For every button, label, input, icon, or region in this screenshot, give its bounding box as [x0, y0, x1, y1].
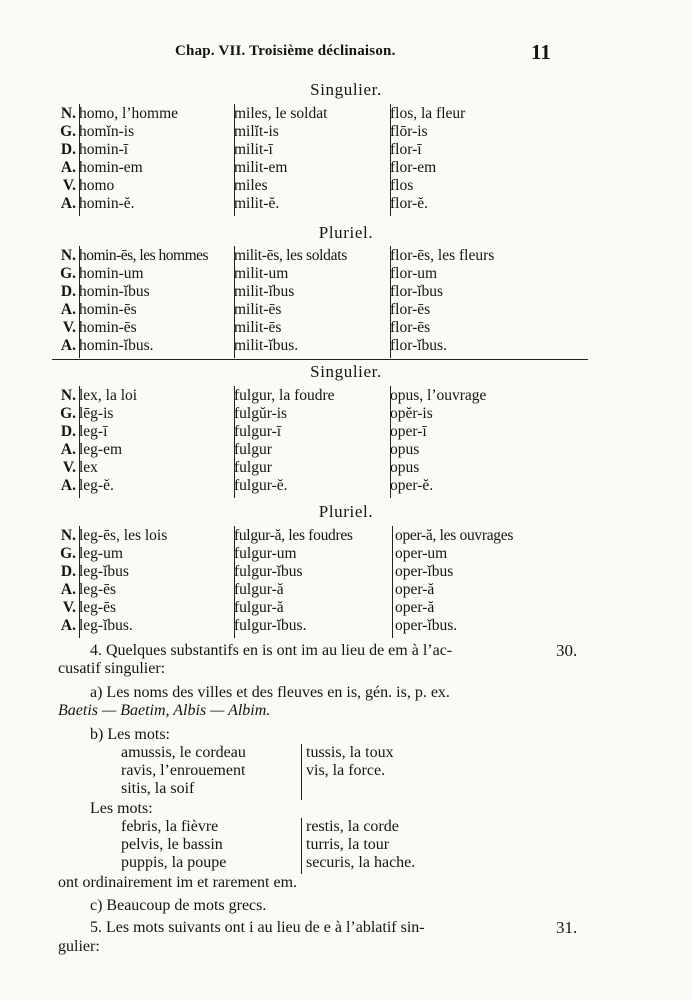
block-heading: Singulier.: [310, 80, 382, 99]
form-homo: homin-ĭbus: [79, 283, 150, 300]
case-label: G.: [60, 405, 76, 422]
page-number: 11: [531, 40, 551, 64]
form-opus: opus: [390, 441, 420, 458]
form-flos: flor-ĭbus: [390, 283, 444, 300]
form-miles: milit-ēs, les soldats: [234, 247, 347, 264]
word-list-item: amussis, le cordeau: [121, 744, 246, 761]
case-label: N.: [60, 387, 76, 404]
form-opus: oper-ĭbus.: [395, 617, 458, 634]
word-list-item: restis, la corde: [306, 818, 399, 835]
word-list-item: vis, la force.: [306, 762, 386, 779]
case-label: N.: [60, 105, 76, 122]
form-lex: leg-ēs, les lois: [79, 527, 168, 544]
declension-row: [0, 283, 692, 301]
form-lex: lex, la loi: [79, 387, 138, 404]
form-fulgur: fulgur-ĭbus.: [234, 617, 307, 634]
form-lex: leg-ĭbus: [79, 563, 129, 580]
form-homo: homin-ēs: [79, 319, 137, 336]
form-homo: homin-ī: [79, 141, 129, 158]
declension-row: [0, 563, 692, 581]
declension-row: [0, 123, 692, 141]
form-fulgur: fulgur-ă: [234, 599, 284, 616]
form-fulgur: fulgur-ĭbus: [234, 563, 303, 580]
case-label: N.: [60, 527, 76, 544]
form-lex: leg-ī: [79, 423, 108, 440]
case-label: A.: [60, 195, 76, 212]
case-label: G.: [60, 123, 76, 140]
case-label: A.: [60, 617, 76, 634]
form-miles: milit-ĭbus: [234, 283, 295, 300]
case-label: A.: [60, 441, 76, 458]
case-label: A.: [60, 159, 76, 176]
form-homo: homin-ĕ.: [79, 195, 135, 212]
form-miles: milit-ēs: [234, 319, 282, 336]
declension-row: [0, 423, 692, 441]
form-homo: homin-ēs, les hommes: [79, 247, 209, 264]
form-homo: homĭn-is: [79, 123, 135, 140]
form-homo: homin-ĭbus.: [79, 337, 154, 354]
item-c-line: c) Beaucoup de mots grecs.: [90, 897, 267, 914]
case-label: V.: [62, 177, 76, 194]
case-label: D.: [60, 423, 76, 440]
form-flos: flos: [390, 177, 414, 194]
declension-row: [0, 265, 692, 283]
declension-row: [0, 301, 692, 319]
form-miles: milit-um: [234, 265, 289, 282]
form-homo: homin-ēs: [79, 301, 137, 318]
form-fulgur: fulgŭr-is: [234, 405, 288, 422]
declension-row: [0, 387, 692, 405]
form-opus: oper-ă, les ouvrages: [395, 527, 514, 544]
declension-row: [0, 141, 692, 159]
item-a-line-1: a) Les noms des villes et des fleuves en is, gén. is, p. ex.: [90, 684, 450, 701]
column-rule: [301, 818, 302, 874]
block-heading: Pluriel.: [318, 502, 374, 521]
form-lex: leg-em: [79, 441, 123, 458]
form-fulgur: fulgur-ĕ.: [234, 477, 288, 494]
word-list-item: febris, la fièvre: [121, 818, 219, 835]
word-list-item: tussis, la toux: [306, 744, 394, 761]
declension-row: [0, 247, 692, 265]
form-fulgur: fulgur, la foudre: [234, 387, 335, 404]
declension-row: [0, 477, 692, 495]
word-list-item: ravis, l’enrouement: [121, 762, 246, 779]
form-lex: lēg-is: [79, 405, 114, 422]
paragraph-5-line-1: 5. Les mots suivants ont i au lieu de e à l’ablatif sin-: [90, 919, 425, 936]
form-miles: milĭt-is: [234, 123, 279, 140]
form-miles: miles, le soldat: [234, 105, 328, 122]
declension-row: [0, 159, 692, 177]
form-lex: leg-ēs: [79, 599, 117, 616]
form-flos: flor-ēs, les fleurs: [390, 247, 495, 264]
declension-row: [0, 337, 692, 355]
margin-number-30: 30.: [556, 641, 578, 660]
declension-row: [0, 105, 692, 123]
item-b-intro: b) Les mots:: [90, 726, 170, 743]
form-fulgur: fulgur: [234, 459, 272, 476]
declension-row: [0, 599, 692, 617]
running-header: Chap. VII. Troisième déclinaison.: [175, 43, 396, 59]
declension-row: [0, 319, 692, 337]
form-fulgur: fulgur-ī: [234, 423, 282, 440]
block-heading: Pluriel.: [318, 223, 374, 242]
word-list-item: sitis, la soif: [121, 780, 195, 797]
form-fulgur: fulgur-um: [234, 545, 297, 562]
case-label: V.: [62, 599, 76, 616]
form-flos: flor-ēs: [390, 319, 431, 336]
declension-row: [0, 459, 692, 477]
paragraph-4-line-2: cusatif singulier:: [58, 660, 166, 677]
form-opus: oper-ī: [390, 423, 427, 440]
form-fulgur: fulgur: [234, 441, 272, 458]
form-flos: flor-em: [390, 159, 437, 176]
declension-row: [0, 617, 692, 635]
declension-row: [0, 441, 692, 459]
item-b-conclusion: ont ordinairement im et rarement em.: [58, 874, 298, 891]
case-label: D.: [60, 563, 76, 580]
form-lex: leg-ĭbus.: [79, 617, 133, 634]
declension-row: [0, 545, 692, 563]
form-homo: homo: [79, 177, 115, 194]
form-flos: flor-ēs: [390, 301, 431, 318]
form-opus: oper-ă: [395, 599, 435, 616]
word-list-item: turris, la tour: [306, 836, 390, 853]
case-label: A.: [60, 477, 76, 494]
form-opus: oper-um: [395, 545, 448, 562]
case-label: A.: [60, 301, 76, 318]
declension-row: [0, 405, 692, 423]
case-label: N.: [60, 247, 76, 264]
form-flos: flōr-is: [390, 123, 428, 140]
item-a-line-2: Baetis — Baetim, Albis — Albim.: [58, 702, 271, 719]
declension-row: [0, 195, 692, 213]
item-c-intro: Les mots:: [90, 800, 153, 817]
form-opus: oper-ă: [395, 581, 435, 598]
case-label: V.: [62, 319, 76, 336]
form-opus: oper-ĕ.: [390, 477, 434, 494]
form-miles: miles: [234, 177, 268, 194]
form-miles: milit-ēs: [234, 301, 282, 318]
form-lex: leg-ēs: [79, 581, 117, 598]
form-miles: milit-ī: [234, 141, 273, 158]
form-fulgur: fulgur-ă: [234, 581, 284, 598]
case-label: D.: [60, 141, 76, 158]
column-rule: [301, 744, 302, 800]
declension-row: [0, 581, 692, 599]
form-opus: opus: [390, 459, 420, 476]
case-label: A.: [60, 337, 76, 354]
form-homo: homo, l’homme: [79, 105, 179, 122]
word-list-item: puppis, la poupe: [121, 854, 227, 871]
declension-row: [0, 527, 692, 545]
form-homo: homin-em: [79, 159, 143, 176]
form-miles: milit-ĕ.: [234, 195, 280, 212]
form-flos: flor-um: [390, 265, 438, 282]
section-divider: [52, 359, 588, 360]
block-heading: Singulier.: [310, 362, 382, 381]
form-miles: milit-ĭbus.: [234, 337, 299, 354]
word-list-item: securis, la hache.: [306, 854, 416, 871]
form-opus: opus, l’ouvrage: [390, 387, 487, 404]
form-opus: opĕr-is: [390, 405, 433, 422]
case-label: D.: [60, 283, 76, 300]
form-lex: leg-ĕ.: [79, 477, 114, 494]
word-list-item: pelvis, le bassin: [121, 836, 223, 853]
form-flos: flos, la fleur: [390, 105, 466, 122]
case-label: G.: [60, 545, 76, 562]
form-miles: milit-em: [234, 159, 288, 176]
form-lex: lex: [79, 459, 98, 476]
form-flos: flor-ī: [390, 141, 422, 158]
case-label: A.: [60, 581, 76, 598]
form-opus: oper-ĭbus: [395, 563, 454, 580]
form-fulgur: fulgur-ă, les foudres: [234, 527, 353, 544]
form-lex: leg-um: [79, 545, 123, 562]
case-label: G.: [60, 265, 76, 282]
declension-row: [0, 177, 692, 195]
paragraph-4-line-1: 4. Quelques substantifs en is ont im au lieu de em à l’ac-: [90, 642, 453, 659]
margin-number-31: 31.: [556, 918, 578, 937]
form-flos: flor-ĕ.: [390, 195, 428, 212]
form-flos: flor-ĭbus.: [390, 337, 447, 354]
paragraph-5-line-2: gulier:: [58, 938, 100, 955]
case-label: V.: [62, 459, 76, 476]
form-homo: homin-um: [79, 265, 144, 282]
